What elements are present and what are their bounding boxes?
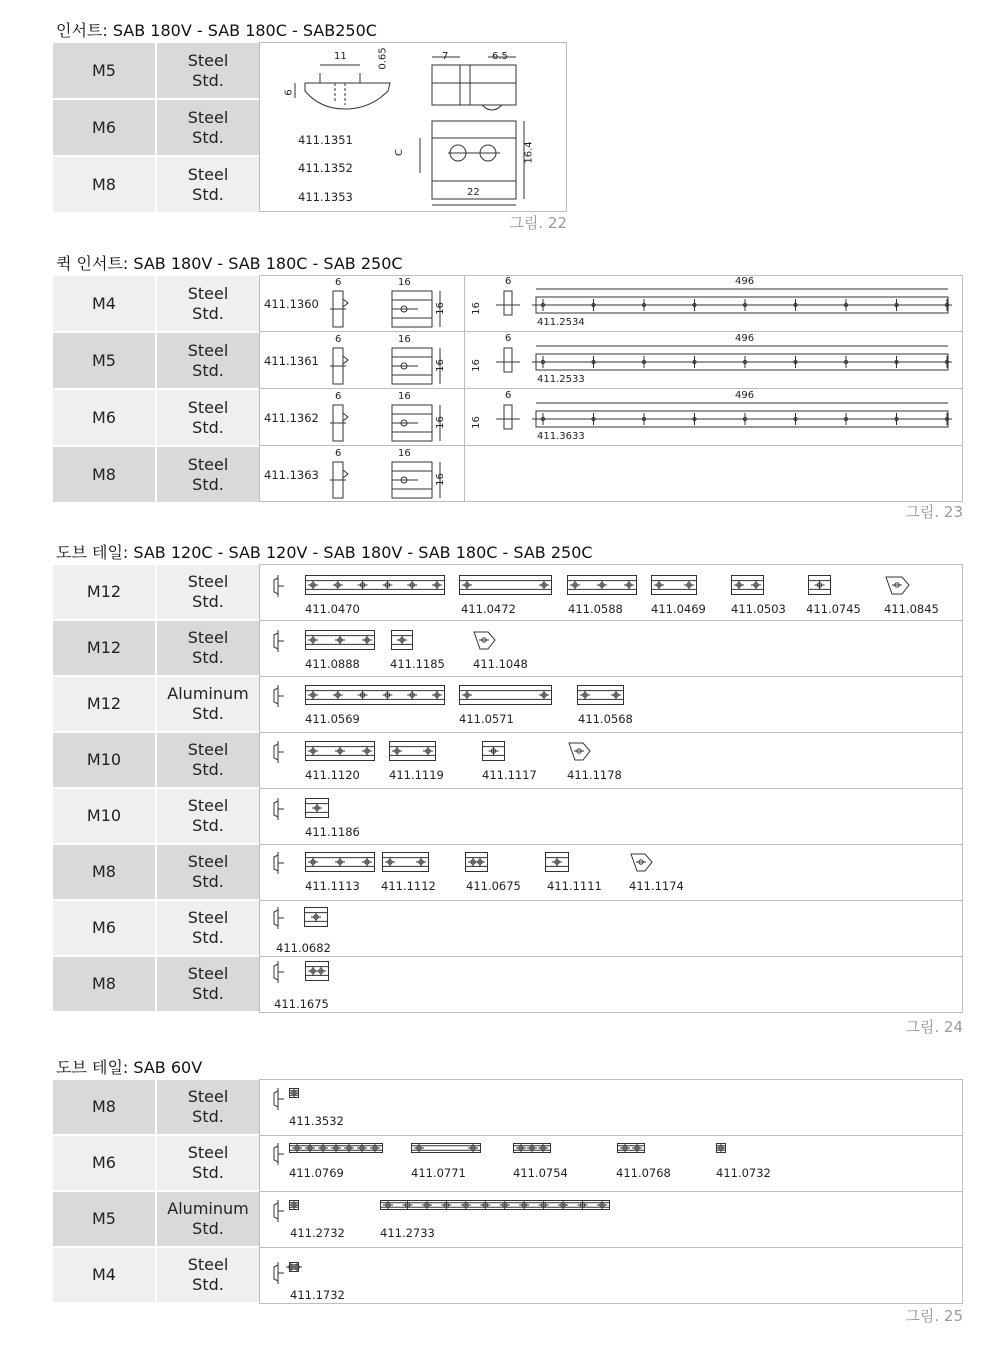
part-number: 411.0745 — [806, 602, 861, 616]
dovetail-part-drawing — [305, 852, 375, 872]
part-number: 411.1117 — [482, 768, 537, 782]
material-cell — [157, 390, 259, 445]
part-number: 411.2732 — [290, 1226, 345, 1240]
dim-label: 16 — [470, 416, 482, 429]
insert-drawing — [260, 43, 568, 213]
section-title-insert: 인서트: SAB 180V - SAB 180C - SAB250C — [56, 21, 377, 40]
material-grade: Std. — [192, 648, 224, 667]
material-label: Steel — [187, 283, 229, 303]
dim-label: 16 — [434, 473, 446, 486]
dovetail-part-drawing — [391, 630, 413, 650]
dim-label: C — [393, 149, 405, 156]
part-number: 411.1112 — [381, 879, 436, 893]
profile-icon — [272, 961, 286, 983]
material-label: Aluminum — [167, 1199, 249, 1218]
dim-label: 16 — [398, 448, 411, 459]
part-number: 411.0675 — [466, 879, 521, 893]
dim-label: 6 — [335, 277, 342, 288]
dim-label: 16 — [434, 359, 446, 372]
dim-label: 6 — [335, 334, 342, 345]
material-cell — [157, 276, 259, 331]
size-cell: M5 — [53, 43, 155, 98]
profile-icon — [272, 1143, 286, 1165]
dim-label: 16 — [470, 359, 482, 372]
material-grade: Std. — [192, 474, 224, 494]
size-cell: M8 — [53, 845, 155, 899]
part-number: 411.0569 — [305, 712, 360, 726]
dim-label: 16 — [470, 302, 482, 315]
material-label: Steel — [187, 1143, 229, 1162]
dim-label: 16 — [398, 277, 411, 288]
part-number: 411.1174 — [629, 879, 684, 893]
section-title-dovetail-60v: 도브 테일: SAB 60V — [56, 1058, 203, 1077]
material-label: Steel — [187, 852, 229, 871]
material-label: Steel — [187, 397, 229, 417]
material-cell — [157, 1136, 259, 1190]
material-grade: Std. — [192, 704, 224, 723]
material-grade: Std. — [192, 1219, 224, 1238]
material-cell — [157, 789, 259, 843]
dim-label: 496 — [735, 390, 755, 401]
section-title-dovetail: 도브 테일: SAB 120C - SAB 120V - SAB 180V - SAB 180C - SAB 250C — [56, 543, 593, 562]
quick-insert-drawing — [330, 332, 450, 388]
dim-label: 496 — [735, 276, 755, 287]
part-number: 411.3633 — [537, 431, 585, 442]
material-grade: Std. — [192, 760, 224, 779]
figure-label: 그림. 25 — [905, 1307, 963, 1325]
size-cell: M4 — [53, 276, 155, 331]
part-number: 411.2533 — [537, 374, 585, 385]
part-number: 411.1353 — [298, 190, 353, 204]
size-cell: M5 — [53, 1192, 155, 1246]
size-cell: M6 — [53, 390, 155, 445]
part-number: 411.1119 — [389, 768, 444, 782]
part-number: 411.1675 — [274, 997, 329, 1011]
material-cell — [157, 447, 259, 502]
dim-label: 16 — [434, 416, 446, 429]
profile-icon — [272, 1088, 286, 1110]
material-label: Steel — [187, 164, 229, 184]
material-cell — [157, 845, 259, 899]
material-grade: Std. — [192, 872, 224, 891]
material-label: Steel — [187, 796, 229, 815]
part-number: 411.1111 — [547, 879, 602, 893]
part-number: 411.1361 — [264, 354, 319, 368]
part-number: 411.0732 — [716, 1166, 771, 1180]
material-label: Steel — [187, 107, 229, 127]
size-cell: M5 — [53, 333, 155, 388]
dovetail-part-drawing — [389, 741, 436, 761]
part-number: 411.0469 — [651, 602, 706, 616]
size-cell: M12 — [53, 621, 155, 675]
size-cell: M8 — [53, 957, 155, 1011]
size-cell: M6 — [53, 1136, 155, 1190]
profile-icon — [272, 1200, 286, 1222]
material-grade: Std. — [192, 984, 224, 1003]
material-cell — [157, 733, 259, 787]
part-number: 411.3532 — [289, 1114, 344, 1128]
size-cell: M6 — [53, 100, 155, 155]
dovetail-part-drawing — [545, 852, 569, 872]
part-number: 411.1120 — [305, 768, 360, 782]
part-number: 411.0768 — [616, 1166, 671, 1180]
material-grade: Std. — [192, 1163, 224, 1182]
profile-icon — [272, 575, 286, 597]
dim-label: 16 — [398, 334, 411, 345]
material-cell — [157, 957, 259, 1011]
material-label: Steel — [187, 908, 229, 927]
dovetail-part-drawing — [465, 852, 488, 872]
material-cell — [157, 901, 259, 955]
material-label: Steel — [187, 628, 229, 647]
dovetail-part-drawing — [567, 575, 637, 595]
part-number: 411.0682 — [276, 941, 331, 955]
dovetail-part-drawing — [513, 1143, 551, 1153]
material-grade: Std. — [192, 1275, 224, 1294]
dim-label: 16.4 — [523, 141, 535, 164]
dim-label: 16 — [398, 391, 411, 402]
dim-label: 6.5 — [492, 51, 508, 62]
material-label: Aluminum — [167, 684, 249, 703]
material-label: Steel — [187, 1255, 229, 1274]
dovetail-part-drawing — [459, 575, 552, 595]
material-grade: Std. — [192, 184, 224, 204]
part-number: 411.2733 — [380, 1226, 435, 1240]
part-number: 411.0568 — [578, 712, 633, 726]
material-cell — [157, 1192, 259, 1246]
profile-icon — [272, 1262, 286, 1284]
material-grade: Std. — [192, 417, 224, 437]
dim-label: 6 — [335, 391, 342, 402]
material-grade: Std. — [192, 70, 224, 90]
material-grade: Std. — [192, 592, 224, 611]
part-number: 411.0503 — [731, 602, 786, 616]
material-cell — [157, 43, 259, 98]
dovetail-part-drawing — [305, 798, 329, 818]
material-label: Steel — [187, 340, 229, 360]
part-number: 411.1178 — [567, 768, 622, 782]
size-cell: M8 — [53, 157, 155, 212]
part-number: 411.1186 — [305, 825, 360, 839]
figure-label: 그림. 24 — [905, 1018, 963, 1036]
size-cell: M10 — [53, 733, 155, 787]
material-grade: Std. — [192, 928, 224, 947]
dovetail-part-drawing — [411, 1143, 481, 1153]
dovetail-part-drawing — [577, 685, 624, 705]
material-cell — [157, 157, 259, 212]
dovetail-part-drawing — [808, 575, 831, 595]
dovetail-part-drawing — [567, 741, 591, 761]
dim-label: 6 — [505, 390, 512, 401]
dovetail-part-drawing — [651, 575, 697, 595]
dovetail-part-drawing — [289, 1088, 299, 1098]
material-label: Steel — [187, 1087, 229, 1106]
material-cell — [157, 333, 259, 388]
part-number: 411.0588 — [568, 602, 623, 616]
insert-drawing-panel — [259, 42, 567, 212]
quick-insert-drawing — [330, 389, 450, 445]
dim-label: 6 — [335, 448, 342, 459]
part-number: 411.0470 — [305, 602, 360, 616]
dovetail-part-drawing — [305, 961, 329, 981]
part-number: 411.0845 — [884, 602, 939, 616]
material-cell — [157, 100, 259, 155]
size-cell: M6 — [53, 901, 155, 955]
part-number: 411.1362 — [264, 411, 319, 425]
dovetail-part-drawing — [472, 630, 496, 650]
part-number: 411.1363 — [264, 468, 319, 482]
part-number: 411.0754 — [513, 1166, 568, 1180]
dovetail-part-drawing — [482, 741, 505, 761]
material-label: Steel — [187, 740, 229, 759]
dovetail-part-drawing — [731, 575, 764, 595]
part-number: 411.1048 — [473, 657, 528, 671]
profile-icon — [272, 685, 286, 707]
dim-label: 496 — [735, 333, 755, 344]
dovetail-part-drawing — [884, 575, 910, 595]
material-label: Steel — [187, 964, 229, 983]
part-number: 411.1113 — [305, 879, 360, 893]
dovetail-part-drawing — [629, 852, 653, 872]
dovetail-part-drawing — [305, 630, 375, 650]
size-cell: M12 — [53, 565, 155, 619]
material-cell — [157, 565, 259, 619]
dim-label: 22 — [467, 187, 480, 198]
size-cell: M8 — [53, 1080, 155, 1134]
dovetail-part-drawing — [304, 907, 328, 927]
size-cell: M10 — [53, 789, 155, 843]
dovetail-part-drawing — [459, 685, 552, 705]
dovetail-part-drawing — [289, 1200, 299, 1210]
part-number: 411.2534 — [537, 317, 585, 328]
dovetail-part-drawing — [716, 1143, 726, 1153]
material-label: Steel — [187, 572, 229, 591]
part-number: 411.0888 — [305, 657, 360, 671]
size-cell: M4 — [53, 1248, 155, 1302]
figure-label: 그림. 23 — [905, 503, 963, 521]
dovetail-part-drawing — [305, 685, 445, 705]
material-cell — [157, 1080, 259, 1134]
dim-label: 6 — [283, 89, 295, 96]
profile-icon — [272, 630, 286, 652]
profile-icon — [272, 741, 286, 763]
part-number: 411.0571 — [459, 712, 514, 726]
material-grade: Std. — [192, 303, 224, 323]
material-grade: Std. — [192, 360, 224, 380]
dim-label: 7 — [442, 51, 449, 62]
size-cell: M8 — [53, 447, 155, 502]
material-cell — [157, 1248, 259, 1302]
dim-label: 16 — [434, 302, 446, 315]
size-cell: M12 — [53, 677, 155, 731]
dim-label: 6 — [505, 276, 512, 287]
part-number: 411.0472 — [461, 602, 516, 616]
profile-icon — [272, 907, 286, 929]
profile-icon — [272, 852, 286, 874]
material-grade: Std. — [192, 127, 224, 147]
part-number: 411.1360 — [264, 297, 319, 311]
quick-insert-drawing — [330, 275, 450, 331]
dim-label: 11 — [334, 51, 347, 62]
dim-label: 0.65 — [377, 47, 389, 70]
dovetail-part-drawing — [305, 575, 445, 595]
dovetail-part-drawing — [382, 852, 429, 872]
profile-icon — [272, 798, 286, 820]
part-number: 411.1351 — [298, 133, 353, 147]
part-number: 411.1185 — [390, 657, 445, 671]
quick-insert-drawing — [330, 446, 450, 502]
material-cell — [157, 621, 259, 675]
material-label: Steel — [187, 50, 229, 70]
figure-label: 그림. 22 — [509, 214, 567, 232]
material-label: Steel — [187, 454, 229, 474]
dovetail-part-drawing — [289, 1262, 299, 1272]
section-title-quick-insert: 퀵 인서트: SAB 180V - SAB 180C - SAB 250C — [56, 254, 403, 273]
part-number: 411.1352 — [298, 161, 353, 175]
dovetail-part-drawing — [380, 1200, 610, 1210]
dovetail-part-drawing — [305, 741, 375, 761]
dovetail-part-drawing — [617, 1143, 645, 1153]
material-grade: Std. — [192, 1107, 224, 1126]
material-grade: Std. — [192, 816, 224, 835]
material-cell — [157, 677, 259, 731]
part-number: 411.1732 — [290, 1288, 345, 1302]
dim-label: 6 — [505, 333, 512, 344]
dovetail-part-drawing — [289, 1143, 383, 1153]
part-number: 411.0771 — [411, 1166, 466, 1180]
part-number: 411.0769 — [289, 1166, 344, 1180]
